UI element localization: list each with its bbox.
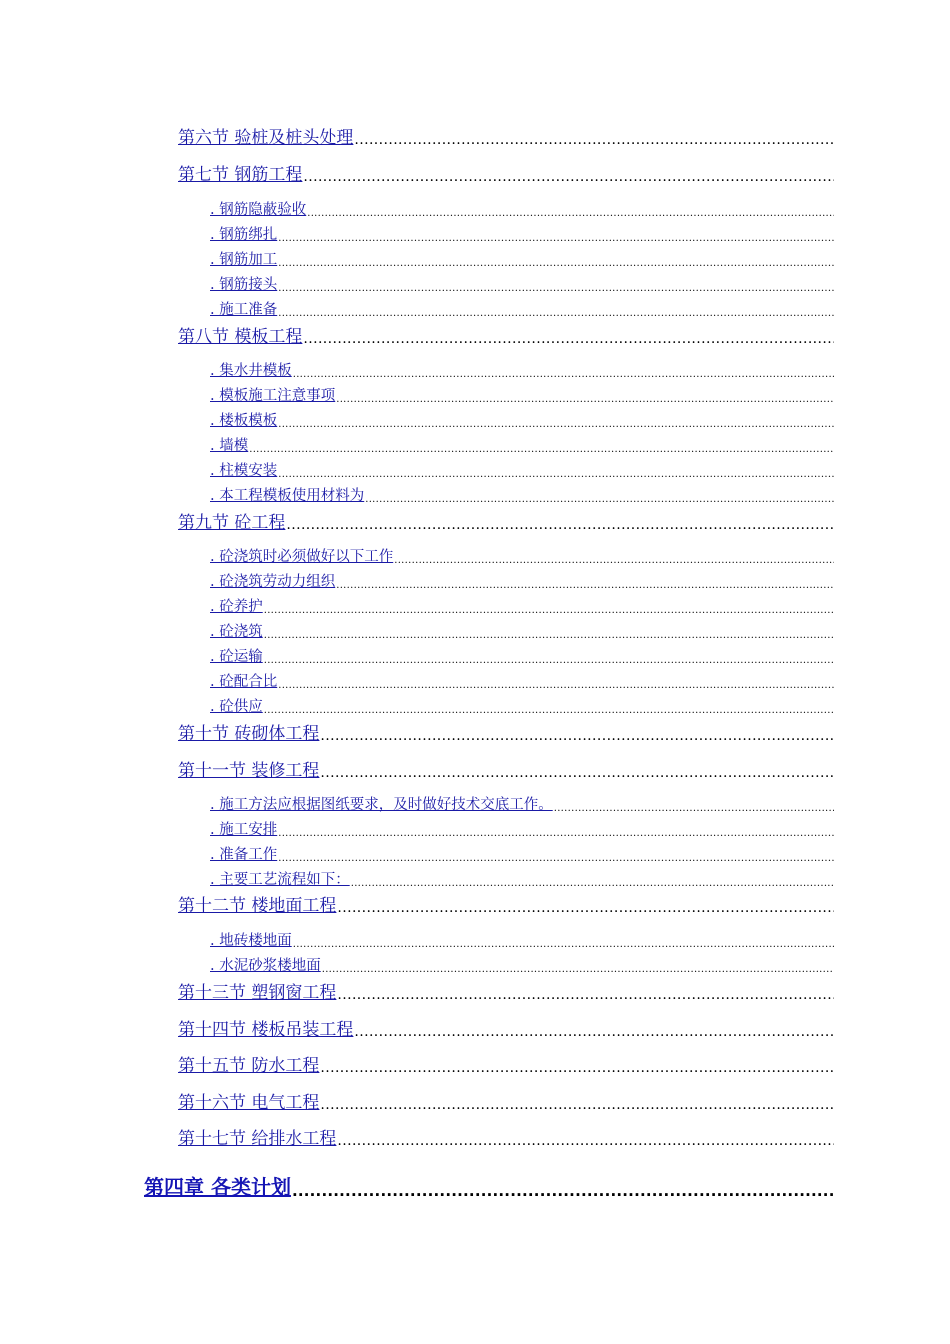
leader-dots xyxy=(249,444,834,455)
toc-entry-label[interactable]: 第十一节 装修工程 xyxy=(178,761,320,781)
toc-entry-label[interactable]: . 砼浇筑 xyxy=(210,624,263,640)
leader-dots xyxy=(307,208,834,219)
toc-entry-label[interactable]: . 施工准备 xyxy=(210,302,278,318)
toc-entry-label[interactable]: . 水泥砂浆楼地面 xyxy=(210,958,321,974)
toc-entry[interactable] xyxy=(210,487,834,505)
toc-chapter-entry[interactable] xyxy=(144,1174,834,1200)
leader-dots xyxy=(278,258,834,269)
leader-dots xyxy=(394,555,834,566)
toc-entry[interactable] xyxy=(178,511,834,533)
toc-entry-label[interactable]: . 模板施工注意事项 xyxy=(210,388,336,404)
leader-dots xyxy=(303,331,834,347)
leader-dots xyxy=(292,1182,834,1200)
toc-entry-label[interactable]: . 本工程模板使用材料为 xyxy=(210,488,365,504)
toc-entry-label[interactable]: 第十节 砖砌体工程 xyxy=(178,724,320,744)
leader-dots xyxy=(278,308,834,319)
toc-entry-label[interactable]: . 施工安排 xyxy=(210,822,278,838)
toc-entry[interactable] xyxy=(210,846,834,864)
toc-entry-label[interactable]: 第十五节 防水工程 xyxy=(178,1056,320,1076)
toc-entry[interactable] xyxy=(210,573,834,591)
toc-entry-label[interactable]: . 钢筋接头 xyxy=(210,277,278,293)
toc-entry[interactable] xyxy=(210,437,834,455)
toc-entry[interactable] xyxy=(210,387,834,405)
toc-entry[interactable] xyxy=(210,412,834,430)
leader-dots xyxy=(320,1097,834,1113)
leader-dots xyxy=(264,630,834,641)
toc-entry-label[interactable]: . 准备工作 xyxy=(210,847,278,863)
leader-dots xyxy=(264,705,834,716)
toc-entry[interactable] xyxy=(210,957,834,975)
toc-entry-label[interactable]: 第十二节 楼地面工程 xyxy=(178,896,337,916)
toc-entry-label[interactable]: . 施工方法应根据图纸要求，及时做好技术交底工作。 xyxy=(210,797,553,813)
toc-entry[interactable] xyxy=(178,325,834,347)
leader-dots xyxy=(351,878,834,889)
toc-entry[interactable] xyxy=(210,821,834,839)
leader-dots xyxy=(320,1060,834,1076)
leader-dots xyxy=(278,233,834,244)
toc-entry[interactable] xyxy=(178,894,834,916)
toc-entry[interactable] xyxy=(210,796,834,814)
toc-entry-label[interactable]: . 楼板模板 xyxy=(210,413,278,429)
toc-entry-label[interactable]: . 钢筋绑扎 xyxy=(210,227,278,243)
toc-entry[interactable] xyxy=(210,362,834,380)
toc-entry[interactable] xyxy=(178,1054,834,1076)
toc-entry-label[interactable]: . 砼配合比 xyxy=(210,674,278,690)
leader-dots xyxy=(264,655,834,666)
toc-entry-label[interactable]: 第十七节 给排水工程 xyxy=(178,1129,337,1149)
leader-dots xyxy=(286,517,834,533)
toc-entry-label[interactable]: 第七节 钢筋工程 xyxy=(178,165,303,185)
leader-dots xyxy=(365,494,834,505)
toc-chapter-label[interactable]: 第四章 各类计划 xyxy=(144,1175,291,1199)
toc-entry[interactable] xyxy=(178,722,834,744)
toc-entry[interactable] xyxy=(210,301,834,319)
leader-dots xyxy=(336,394,834,405)
leader-dots xyxy=(278,283,834,294)
toc-entry[interactable] xyxy=(210,548,834,566)
toc-entry-label[interactable]: 第十六节 电气工程 xyxy=(178,1093,320,1113)
leader-dots xyxy=(264,605,834,616)
leader-dots xyxy=(354,1024,834,1040)
toc-entry[interactable] xyxy=(178,759,834,781)
toc-entry-label[interactable]: . 砼养护 xyxy=(210,599,263,615)
toc-entry[interactable] xyxy=(178,163,834,185)
leader-dots xyxy=(322,964,834,975)
toc-entry[interactable] xyxy=(210,226,834,244)
leader-dots xyxy=(336,580,834,591)
toc-entry-label[interactable]: . 砼供应 xyxy=(210,699,263,715)
leader-dots xyxy=(278,419,834,430)
leader-dots xyxy=(278,828,834,839)
toc-entry-label[interactable]: . 集水井模板 xyxy=(210,363,292,379)
toc-entry-label[interactable]: . 钢筋加工 xyxy=(210,252,278,268)
toc-entry[interactable] xyxy=(210,598,834,616)
toc-entry-label[interactable]: . 砼浇筑时必须做好以下工作 xyxy=(210,549,394,565)
toc-entry[interactable] xyxy=(178,1127,834,1149)
toc-entry-label[interactable]: . 地砖楼地面 xyxy=(210,933,292,949)
leader-dots xyxy=(303,169,834,185)
leader-dots xyxy=(278,853,834,864)
leader-dots xyxy=(337,987,834,1003)
leader-dots xyxy=(337,1133,834,1149)
toc-entry[interactable] xyxy=(210,201,834,219)
toc-entry[interactable] xyxy=(178,1091,834,1113)
leader-dots xyxy=(320,765,834,781)
toc-entry-label[interactable]: 第十三节 塑钢窗工程 xyxy=(178,983,337,1003)
leader-dots xyxy=(554,803,834,814)
toc-entry[interactable] xyxy=(210,932,834,950)
toc-entry[interactable] xyxy=(210,276,834,294)
toc-entry[interactable] xyxy=(210,673,834,691)
toc-entry[interactable] xyxy=(178,1018,834,1040)
toc-entry-label[interactable]: . 钢筋隐蔽验收 xyxy=(210,202,307,218)
toc-entry[interactable] xyxy=(210,462,834,480)
toc-entry[interactable] xyxy=(210,251,834,269)
leader-dots xyxy=(278,469,834,480)
toc-entry[interactable] xyxy=(210,648,834,666)
leader-dots xyxy=(293,369,834,380)
toc-entry-label[interactable]: . 柱模安装 xyxy=(210,463,278,479)
toc-entry-label[interactable]: 第六节 验桩及桩头处理 xyxy=(178,128,354,148)
leader-dots xyxy=(320,728,834,744)
toc-entry[interactable] xyxy=(178,126,834,148)
leader-dots xyxy=(337,900,834,916)
leader-dots xyxy=(354,132,834,148)
toc-entry-label[interactable]: 第十四节 楼板吊装工程 xyxy=(178,1020,354,1040)
toc-entry-label[interactable]: . 砼浇筑劳动力组织 xyxy=(210,574,336,590)
toc-entry-label[interactable]: 第八节 模板工程 xyxy=(178,327,303,347)
toc-entry[interactable] xyxy=(210,623,834,641)
toc-entry[interactable] xyxy=(210,871,834,889)
toc-entry-label[interactable]: . 墙模 xyxy=(210,438,249,454)
toc-entry[interactable] xyxy=(210,698,834,716)
toc-entry-label[interactable]: . 砼运输 xyxy=(210,649,263,665)
leader-dots xyxy=(293,939,834,950)
leader-dots xyxy=(278,680,834,691)
toc-entry[interactable] xyxy=(178,981,834,1003)
toc-entry-label[interactable]: . 主要工艺流程如下： xyxy=(210,872,350,888)
toc-entry-label[interactable]: 第九节 砼工程 xyxy=(178,513,286,533)
